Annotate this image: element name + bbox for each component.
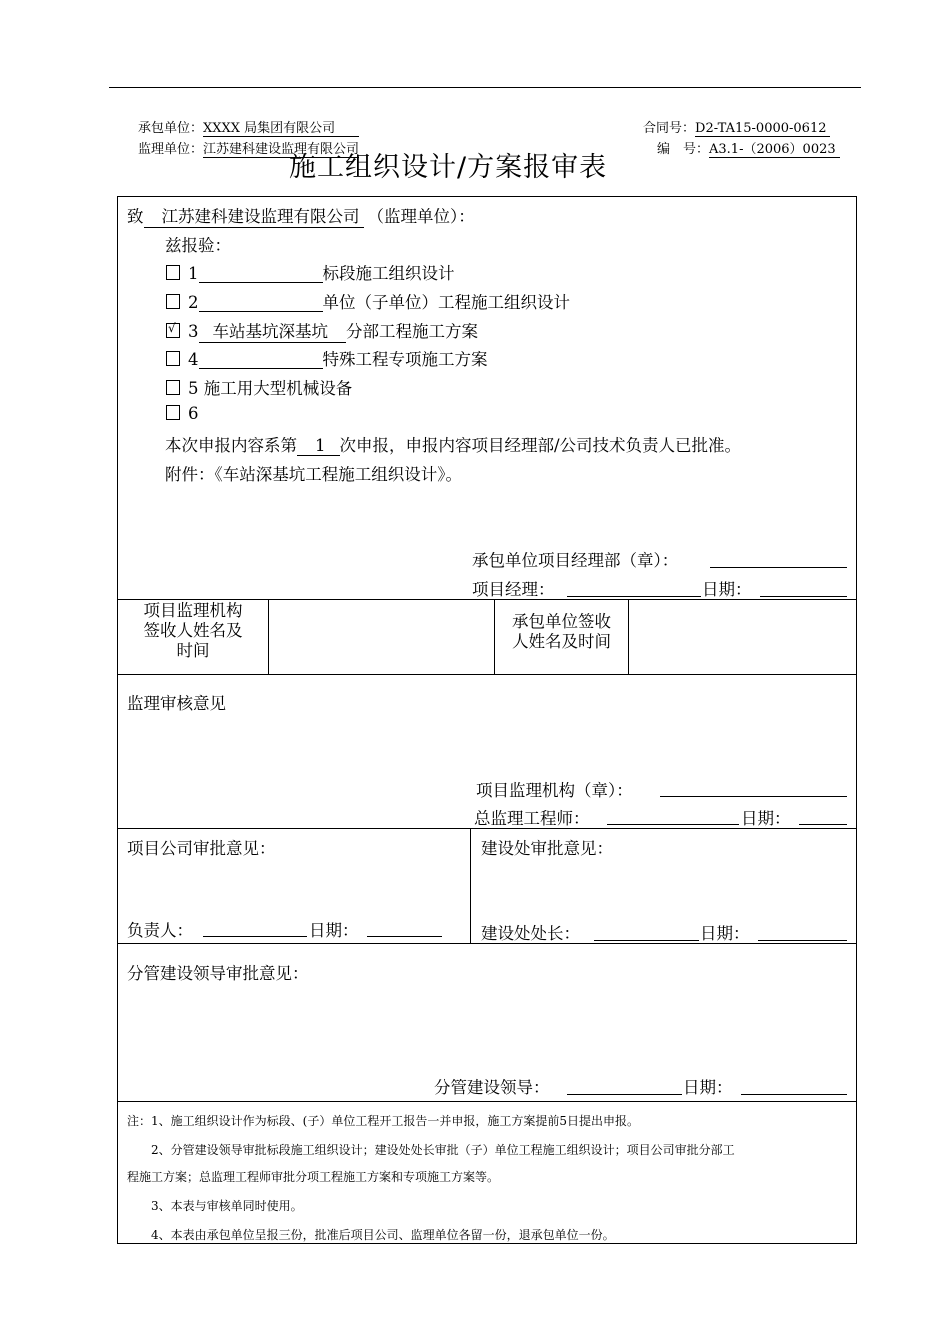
review-date-label: 日期：: [741, 809, 791, 828]
item-1-no: 1: [188, 264, 199, 283]
declaration-line: [165, 432, 741, 456]
note-2: 2、分管建设领导审批标段施工组织设计；建设处处长审批（子）单位工程施工组织设计；项目公司审批分部工: [127, 1143, 735, 1157]
item-2: [166, 289, 570, 313]
item-2-no: 2: [188, 293, 199, 312]
leader-person-blank: [567, 1094, 682, 1095]
chief-engineer-blank: [607, 824, 739, 825]
dept-seal-blank: [710, 567, 847, 568]
supervision-receipt-field[interactable]: [269, 600, 494, 674]
approvals-row-top: [117, 828, 857, 829]
addressee-line: [127, 203, 475, 228]
item-4: [166, 346, 488, 370]
contractor-receipt-label: [495, 612, 628, 652]
item-6-checkbox[interactable]: [166, 405, 180, 420]
item-2-checkbox[interactable]: [166, 294, 180, 309]
item-5: [166, 375, 352, 399]
item-2-blank: [199, 293, 323, 312]
pm-blank: [567, 596, 701, 597]
chief-engineer-label: 总监理工程师：: [474, 809, 590, 828]
serial-label: 编 号：: [657, 142, 710, 157]
item-6: [166, 404, 199, 423]
supervisor-label: 监理单位：: [138, 142, 204, 157]
item-1-checkbox[interactable]: [166, 265, 180, 280]
item-1-blank: [199, 264, 323, 283]
review-org-seal-label: 项目监理机构（章）：: [476, 781, 633, 800]
item-2-text: 单位（子单位）工程施工组织设计: [322, 293, 570, 312]
construction-date-label: 日期：: [700, 924, 750, 943]
pm-date-label: 日期：: [702, 580, 752, 599]
item-1-text: 标段施工组织设计: [322, 264, 455, 283]
item-5-no: 5 施工用大型机械设备: [188, 379, 353, 398]
contractor-receipt-field[interactable]: [629, 600, 856, 674]
form-title: 施工组织设计/方案报审表: [289, 152, 608, 183]
contract-no-label: 合同号：: [643, 121, 696, 136]
note-2-continued: 程施工方案；总监理工程师审批分项工程施工方案和专项施工方案等。: [127, 1170, 500, 1184]
company-person-blank: [203, 936, 307, 937]
declaration-count: 1: [297, 436, 340, 456]
declaration-suffix: 次申报，申报内容项目经理部/公司技术负责人已批准。: [339, 436, 742, 455]
review-date-blank: [799, 824, 847, 825]
note-1: 注：1、施工组织设计作为标段、(子）单位工程开工报告一并申报，施工方案提前5日提出申报。: [127, 1114, 639, 1128]
pm-label: 项目经理：: [472, 580, 555, 599]
contractor-value: XXXX 局集团有限公司: [203, 117, 359, 137]
contractor-receipt-line-2: 人姓名及时间: [512, 632, 611, 651]
note-3: 3、本表与审核单同时使用。: [127, 1199, 303, 1213]
company-person-label: 负责人：: [127, 921, 193, 940]
supervision-receipt-label: [118, 601, 268, 661]
addressee-value: 江苏建科建设监理有限公司: [144, 203, 364, 228]
addressee-prefix: 致: [127, 207, 144, 226]
company-date-blank: [367, 936, 442, 937]
supervision-receipt-line-1: 项目监理机构: [143, 601, 243, 620]
approvals-divider: [470, 828, 471, 944]
check-mark-icon: √: [168, 321, 176, 335]
contract-no-line: [643, 117, 830, 137]
company-date-label: 日期：: [309, 921, 359, 940]
item-3-no: 3: [188, 322, 199, 341]
contract-no-value: D2-TA15-0000-0612: [695, 121, 830, 137]
item-4-text: 特殊工程专项施工方案: [322, 350, 488, 369]
item-4-no: 4: [188, 350, 199, 369]
item-3: [166, 318, 478, 343]
supervision-receipt-line-2: 签收人姓名及: [143, 621, 243, 640]
construction-date-blank: [758, 940, 847, 941]
top-rule: [109, 87, 861, 88]
declaration-prefix: 本次申报内容系第: [165, 436, 297, 455]
serial-value: A3.1-（2006）0023: [709, 138, 840, 158]
construction-approval-title: 建设处审批意见：: [481, 839, 613, 858]
item-1: [166, 260, 455, 284]
supervisor-value: 江苏建科建设监理有限公司: [203, 138, 359, 158]
item-3-fill: 车站基坑深基坑: [199, 318, 347, 343]
contractor-line: [138, 117, 359, 137]
supervision-receipt-line-3: 时间: [176, 641, 210, 660]
leader-person-label: 分管建设领导：: [434, 1078, 550, 1097]
submit-text: 兹报验：: [165, 236, 231, 255]
construction-person-label: 建设处处长：: [481, 924, 580, 943]
leader-date-blank: [741, 1094, 847, 1095]
leader-approval-title: 分管建设领导审批意见：: [127, 964, 309, 983]
contractor-label: 承包单位：: [138, 121, 204, 136]
addressee-suffix: （监理单位）：: [367, 207, 475, 226]
item-5-checkbox[interactable]: [166, 380, 180, 395]
construction-person-blank: [594, 940, 699, 941]
contractor-receipt-line-1: 承包单位签收: [512, 612, 611, 631]
note-4: 4、本表由承包单位呈报三份，批准后项目公司、监理单位各留一份，退承包单位一份。: [127, 1228, 615, 1242]
receipt-row-bottom: [117, 674, 857, 675]
serial-line: [657, 138, 840, 158]
item-3-text: 分部工程施工方案: [346, 322, 478, 341]
pm-date-blank: [760, 596, 847, 597]
notes-row-top: [117, 1101, 857, 1102]
review-title: 监理审核意见: [127, 694, 226, 713]
item-3-checkbox[interactable]: [166, 323, 180, 338]
item-4-blank: [199, 350, 323, 369]
item-6-no: 6: [188, 404, 199, 423]
attachment-line: 附件：《车站深基坑工程施工组织设计》。: [165, 465, 462, 484]
leader-date-label: 日期：: [683, 1078, 733, 1097]
dept-seal-label: 承包单位项目经理部（章）：: [472, 551, 679, 570]
review-org-seal-blank: [660, 796, 847, 797]
company-approval-title: 项目公司审批意见：: [127, 839, 276, 858]
item-4-checkbox[interactable]: [166, 351, 180, 366]
